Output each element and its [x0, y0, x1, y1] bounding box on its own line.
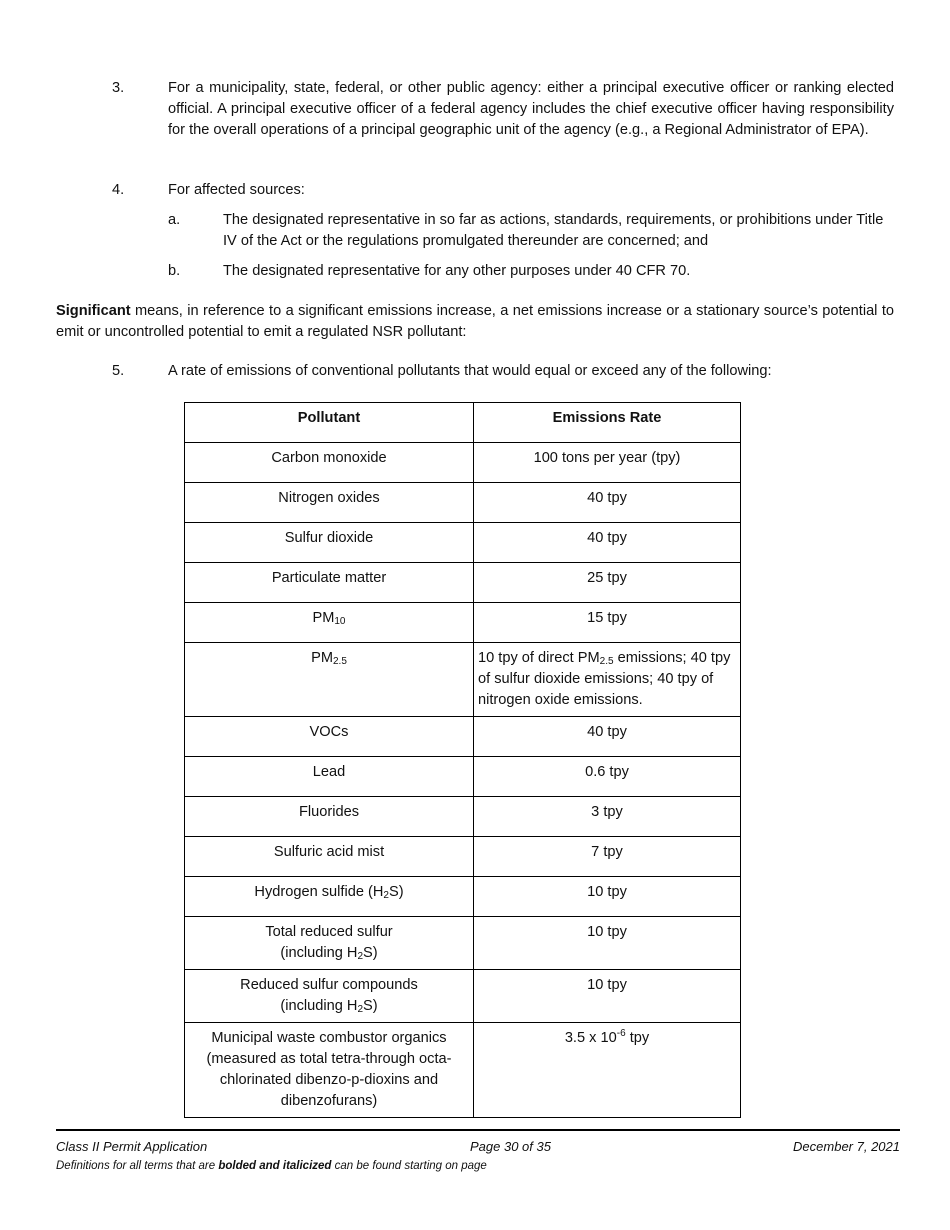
definition-text: means, in reference to a significant emissions increase, a net emissions increase or a stationary source’s potential to emit or uncontrolled potential to emit a regulated NSR pollutant:	[56, 303, 894, 340]
table-row	[185, 523, 741, 563]
pollutant-cell: Sulfur dioxide	[185, 523, 474, 563]
footer-note: Definitions for all terms that are bolded and italicized can be found starting on page	[56, 1160, 487, 1172]
list-text: A rate of emissions of conventional pollutants that would equal or exceed any of the following:	[168, 363, 772, 379]
table-row	[185, 603, 741, 643]
defined-term: Significant	[56, 303, 131, 319]
pollutant-cell: Reduced sulfur compounds (including $H_2S$)	[185, 970, 474, 1023]
rate-cell: 0.6 tpy	[474, 757, 741, 797]
rate-cell: 3 tpy	[474, 797, 741, 837]
pollutant-cell: Particulate matter	[185, 563, 474, 603]
pollutant-cell: $PM_{10}$	[185, 603, 474, 643]
table-row	[185, 877, 741, 917]
footer-document-title: Class II Permit Application	[56, 1139, 208, 1154]
header-emissions-rate: Emissions Rate	[474, 403, 741, 443]
rate-cell: 7 tpy	[474, 837, 741, 877]
table-row	[185, 797, 741, 837]
list-number: 5.	[112, 363, 125, 379]
table-row	[185, 757, 741, 797]
sub-text: The designated representative in so far as actions, standards, requirements, or prohibitions under Title IV of the Act or the regulations promulgated thereunder are concerned; and	[223, 212, 884, 249]
rate-cell: 40 tpy	[474, 717, 741, 757]
pollutant-cell: Carbon monoxide	[185, 443, 474, 483]
table-row	[185, 563, 741, 603]
pollutant-cell: Nitrogen oxides	[185, 483, 474, 523]
footer-date: December 7, 2021	[793, 1139, 900, 1154]
table-row	[185, 483, 741, 523]
list-number: 4.	[112, 182, 125, 198]
rate-cell: 10 tpy	[474, 917, 741, 970]
pollutant-cell: $PM_{2.5}$	[185, 643, 474, 717]
rate-cell: 10 tpy of direct $PM_{2.5}$ emissions; 40 tpy of sulfur dioxide emissions; 40 tpy of nitrogen oxide emissions.	[474, 643, 741, 717]
rate-cell: 15 tpy	[474, 603, 741, 643]
pollutant-cell: Fluorides	[185, 797, 474, 837]
rate-cell: 10 tpy	[474, 877, 741, 917]
sub-letter: b.	[168, 263, 181, 279]
table-header-row	[185, 403, 741, 443]
table-row	[185, 1023, 741, 1118]
rate-cell: 3.5 x $10^{-6}$ tpy	[474, 1023, 741, 1118]
list-number: 3.	[112, 80, 125, 96]
table-row	[185, 643, 741, 717]
pollutant-cell: Sulfuric acid mist	[185, 837, 474, 877]
pollutant-cell: VOCs	[185, 717, 474, 757]
sub-text: The designated representative for any other purposes under 40 CFR 70.	[223, 263, 691, 279]
rate-cell: 40 tpy	[474, 523, 741, 563]
pollutant-cell: Total reduced sulfur (including $H_2S$)	[185, 917, 474, 970]
table-row	[185, 443, 741, 483]
list-text: For a municipality, state, federal, or other public agency: either a principal executive officer or ranking elected official. A principal executive officer of a federal agency includes the chief executive officer having responsibility for the overall operations of a principal geographic unit of the agency (e.g., a Regional Administrator of EPA).	[168, 80, 894, 138]
table-row	[185, 970, 741, 1023]
footer-page-number: Page 30 of 35	[470, 1139, 551, 1154]
rate-cell: 25 tpy	[474, 563, 741, 603]
header-pollutant: Pollutant	[185, 403, 474, 443]
table-row	[185, 917, 741, 970]
rate-cell: 40 tpy	[474, 483, 741, 523]
rate-cell: 100 tons per year (tpy)	[474, 443, 741, 483]
list-text: For affected sources:	[168, 182, 305, 198]
pollutant-cell: Lead	[185, 757, 474, 797]
footer-divider	[56, 1129, 900, 1131]
significant-definition	[56, 301, 894, 343]
emissions-table	[184, 402, 741, 1118]
pollutant-cell: Hydrogen sulfide $(H_2S)$	[185, 877, 474, 917]
rate-cell: 10 tpy	[474, 970, 741, 1023]
pollutant-cell: Municipal waste combustor organics (measured as total tetra-through octa-chlorinated dibenzo-p-dioxins and dibenzofurans)	[185, 1023, 474, 1118]
table-row	[185, 837, 741, 877]
table-row	[185, 717, 741, 757]
sub-letter: a.	[168, 212, 181, 228]
